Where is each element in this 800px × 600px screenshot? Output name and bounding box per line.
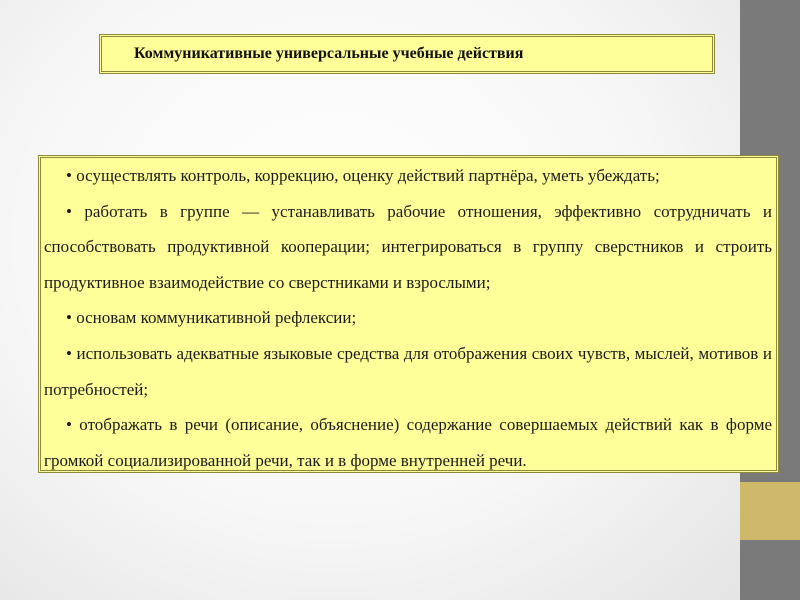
list-item: • работать в группе — устанавливать рабочие отношения, эффективно сотрудничать и способствовать продуктивной кооперации; интегрироваться в группу сверстников и строить продуктивное взаимодействие со сверстниками и взрослыми; — [44, 201, 772, 292]
list-item: • отображать в речи (описание, объяснение) содержание совершаемых действий как в форме громкой социализированной речи, так и в форме внутренней речи. — [44, 415, 772, 470]
content-list — [44, 158, 772, 478]
list-item: • основам коммуникативной рефлексии; — [66, 308, 357, 328]
side-bar-bottom — [740, 540, 800, 600]
list-item: • использовать адекватные языковые средства для отображения своих чувств, мыслей, мотивов и потребностей; — [44, 343, 772, 399]
list-item: • осуществлять контроль, коррекцию, оценку действий партнёра, уметь убеждать; — [66, 166, 660, 185]
side-bar-accent — [740, 482, 800, 540]
title-box — [99, 34, 715, 74]
slide-title: Коммуникативные универсальные учебные действия — [134, 45, 524, 62]
